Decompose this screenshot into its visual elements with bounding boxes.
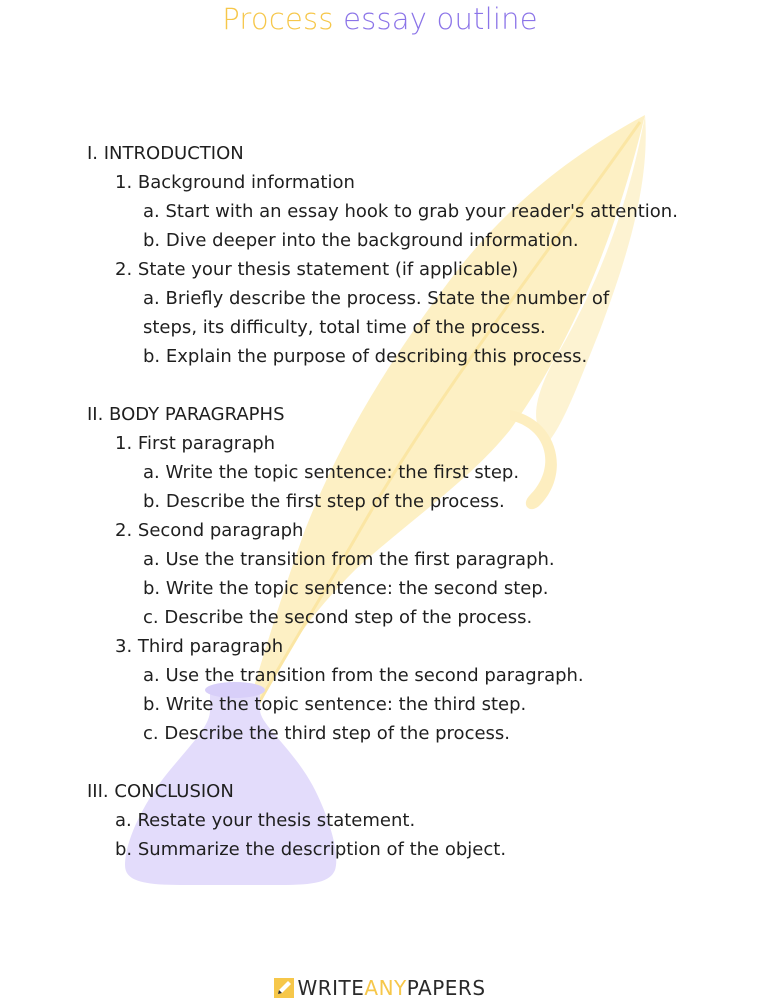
body-item-1a: a. Write the topic sentence: the first step. (143, 462, 520, 483)
title-part-essay-outline: essay outline (343, 2, 538, 36)
body-heading: II. BODY PARAGRAPHS (87, 404, 285, 425)
intro-item-1: 1. Background information (115, 172, 355, 193)
intro-item-2b: b. Explain the purpose of describing this process. (143, 346, 588, 367)
body-item-3c: c. Describe the third step of the process. (143, 723, 511, 744)
intro-item-1a: a. Start with an essay hook to grab your reader's attention. (143, 201, 678, 222)
body-item-2b: b. Write the topic sentence: the second step. (143, 578, 549, 599)
body-item-2a: a. Use the transition from the first paragraph. (143, 549, 555, 570)
intro-item-2a-line1: a. Briefly describe the process. State the number of (143, 288, 610, 309)
body-item-3: 3. Third paragraph (115, 636, 284, 657)
intro-item-2: 2. State your thesis statement (if applicable) (115, 259, 519, 280)
body-item-3a: a. Use the transition from the second paragraph. (143, 665, 584, 686)
brand-logo (0, 975, 760, 1001)
body-item-2: 2. Second paragraph (115, 520, 304, 541)
pencil-icon (274, 978, 294, 998)
body-item-3b: b. Write the topic sentence: the third step. (143, 694, 527, 715)
body-item-2c: c. Describe the second step of the process. (143, 607, 533, 628)
brand-papers: PAPERS (406, 976, 486, 1000)
body-item-1b: b. Describe the first step of the process. (143, 491, 505, 512)
brand-any: ANY (364, 976, 407, 1000)
conclusion-item-b: b. Summarize the description of the object. (115, 839, 507, 860)
conclusion-item-a: a. Restate your thesis statement. (115, 810, 416, 831)
intro-item-1b: b. Dive deeper into the background information. (143, 230, 579, 251)
title-part-process: Process (222, 2, 334, 36)
body-item-1: 1. First paragraph (115, 433, 276, 454)
conclusion-heading: III. CONCLUSION (87, 781, 234, 802)
brand-write: WRITE (297, 976, 365, 1000)
intro-heading: I. INTRODUCTION (87, 143, 244, 164)
intro-item-2a-line2: steps, its difficulty, total time of the process. (143, 317, 546, 338)
